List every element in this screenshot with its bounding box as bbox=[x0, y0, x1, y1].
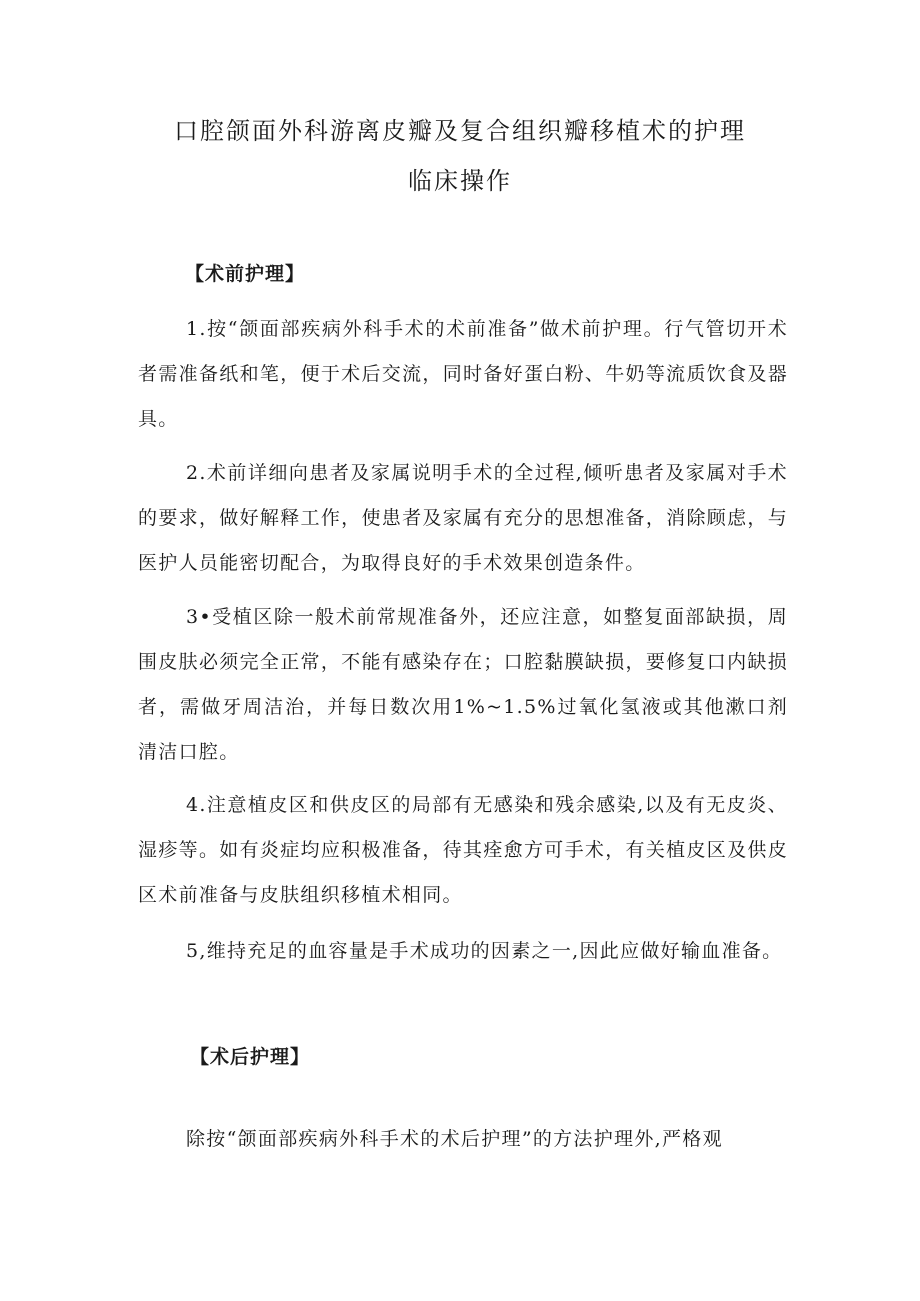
preop-item-1: 1.按“颌面部疾病外科手术的术前准备”做术前护理。行气管切开术者需准备纸和笔，便于术后交流，同时备好蛋白粉、牛奶等流质饮食及器具。 bbox=[138, 318, 788, 430]
postop-care-heading: 【术后护理】 bbox=[190, 1046, 311, 1068]
preop-item-5: 5,维持充足的血容量是手术成功的因素之一,因此应做好输血准备。 bbox=[186, 940, 783, 962]
preop-item-3: 3•受植区除一般术前常规准备外，还应注意，如整复面部缺损，周围皮肤必须完全正常，不能有感染存在；口腔黏膜缺损，要修复口内缺损者，需做牙周洁治，并每日数次用1%~1.5%过氧化氢液或其他漱口剂清洁口腔。 bbox=[138, 606, 788, 763]
document-title-continued: 临床操作 bbox=[408, 167, 512, 195]
preop-item-4: 4.注意植皮区和供皮区的局部有无感染和残余感染,以及有无皮炎、湿疹等。如有炎症均应积极准备，待其痊愈方可手术，有关植皮区及供皮区术前准备与皮肤组织移植术相同。 bbox=[138, 794, 788, 906]
document-title: 口腔颌面外科游离皮瓣及复合组织瓣移植术的护理 bbox=[174, 117, 746, 145]
postop-paragraph: 除按“颌面部疾病外科手术的术后护理”的方法护理外,严格观 bbox=[186, 1128, 723, 1150]
preop-care-heading: 【术前护理】 bbox=[185, 263, 306, 285]
preop-item-2: 2.术前详细向患者及家属说明手术的全过程,倾听患者及家属对手术的要求，做好解释工作，使患者及家属有充分的思想准备，消除顾虑，与医护人员能密切配合，为取得良好的手术效果创造条件。 bbox=[138, 462, 788, 574]
